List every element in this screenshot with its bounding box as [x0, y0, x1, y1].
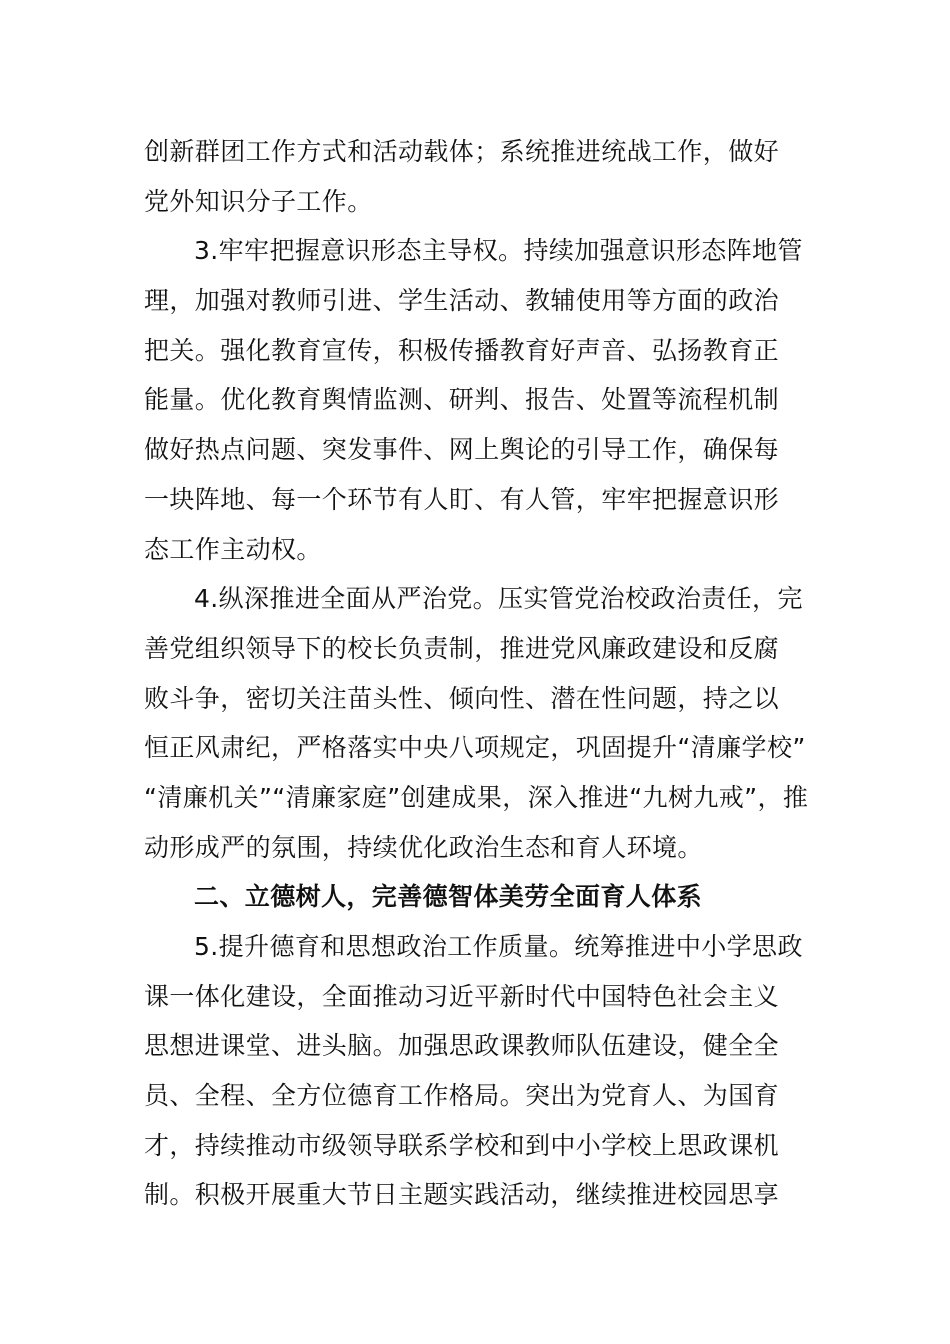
body-text-line: 把关。强化教育宣传，积极传播教育好声音、弘扬教育正 [144, 335, 780, 365]
body-text-line: 课一体化建设，全面推动习近平新时代中国特色社会主义 [144, 981, 780, 1011]
document-body [144, 127, 810, 1220]
paragraph-4-start: 4.纵深推进全面从严治党。压实管党治校政治责任，完 [194, 584, 803, 614]
body-text-line: 恒正风肃纪，严格落实中央八项规定，巩固提升“清廉学校” [144, 733, 806, 763]
body-text-line: 败斗争，密切关注苗头性、倾向性、潜在性问题，持之以 [144, 683, 780, 713]
paragraph-5-start: 5.提升德育和思想政治工作质量。统筹推进中小学思政 [194, 932, 803, 961]
body-text-line: 员、全程、全方位德育工作格局。突出为党育人、为国育 [144, 1081, 780, 1111]
body-text-line: 制。积极开展重大节日主题实践活动，继续推进校园思享 [144, 1180, 780, 1210]
body-text-line: 思想进课堂、进头脑。加强思政课教师队伍建设，健全全 [144, 1031, 780, 1061]
body-text-line: 党外知识分子工作。 [144, 186, 373, 216]
body-text-line: 才，持续推动市级领导联系学校和到中小学校上思政课机 [144, 1130, 780, 1160]
body-text-line: 创新群团工作方式和活动载体；系统推进统战工作，做好 [144, 137, 780, 166]
body-text-line: 态工作主动权。 [144, 534, 322, 564]
body-text-line: 能量。优化教育舆情监测、研判、报告、处置等流程机制 [144, 385, 780, 415]
body-text-line: 善党组织领导下的校长负责制，推进党风廉政建设和反腐 [144, 633, 780, 663]
body-text-line: “清廉机关”“清廉家庭”创建成果，深入推进“九树九戒”，推 [144, 782, 809, 812]
paragraph-3-start: 3.牢牢把握意识形态主导权。持续加强意识形态阵地管 [194, 236, 803, 266]
section-heading: 二、立德树人，完善德智体美劳全面育人体系 [194, 882, 703, 912]
body-text-line: 做好热点问题、突发事件、网上舆论的引导工作，确保每 [144, 435, 780, 465]
body-text-line: 理，加强对教师引进、学生活动、教辅使用等方面的政治 [144, 286, 780, 316]
body-text-line: 动形成严的氛围，持续优化政治生态和育人环境。 [144, 832, 703, 862]
body-text-line: 一块阵地、每一个环节有人盯、有人管，牢牢把握意识形 [144, 484, 780, 514]
